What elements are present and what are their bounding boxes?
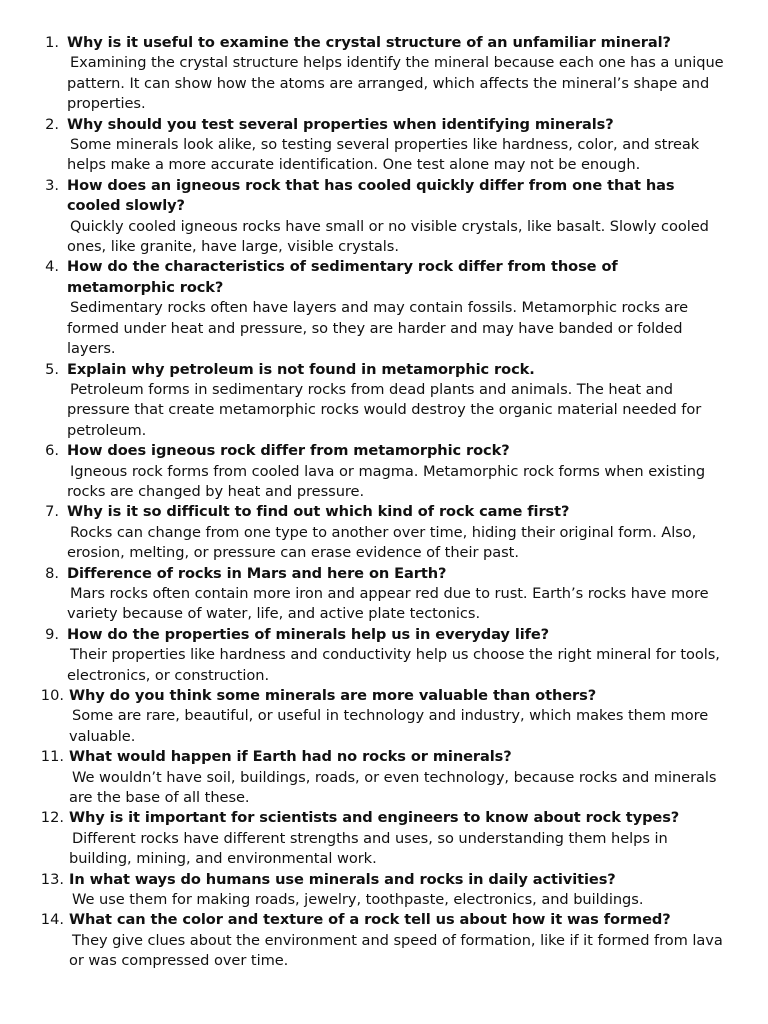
question-text: Why do you think some minerals are more valuable than others?: [69, 687, 597, 704]
answer-text: We use them for making roads, jewelry, toothpaste, electronics, and buildings.: [72, 891, 644, 909]
question-text: How does an igneous rock that has cooled quickly differ from one that has cooled slowly?: [67, 176, 675, 215]
item-number: 4.: [45, 258, 59, 276]
answer-text: Different rocks have different strengths and uses, so understanding them helps in building, mining, and environmental work.: [69, 829, 668, 868]
answer-text: Petroleum forms in sedimentary rocks from dead plants and animals. The heat and pressure that create metamorphic rocks would destroy the organic material needed for petroleum.: [67, 380, 702, 439]
answer-text: Their properties like hardness and conductivity help us choose the right mineral for tools, electronics, or construction.: [67, 646, 720, 684]
item-number: 14.: [40, 911, 64, 929]
question-text: What can the color and texture of a rock tell us about how it was formed?: [69, 911, 671, 929]
answer-text: Examining the crystal structure helps identify the mineral because each one has a unique pattern. It can show how the atoms are arranged, which affects the mineral’s shape and properties.: [67, 54, 724, 113]
list-item: [0, 808, 768, 869]
item-number: 8.: [45, 564, 59, 582]
list-item: [0, 115, 768, 176]
question-text: What would happen if Earth had no rocks or minerals?: [69, 748, 512, 766]
item-number: 13.: [40, 870, 64, 888]
list-item: [0, 910, 768, 971]
item-number: 11.: [40, 748, 64, 766]
answer-text: Some minerals look alike, so testing several properties like hardness, color, and streak helps make a more accurate identification. One test alone may not be enough.: [67, 136, 700, 174]
list-item: [0, 686, 768, 747]
question-text: How do the characteristics of sedimentary rock differ from those of metamorphic rock?: [67, 258, 618, 296]
item-number: 12.: [40, 809, 64, 827]
question-text: Why should you test several properties when identifying minerals?: [67, 115, 614, 133]
list-item: [0, 176, 768, 258]
question-text: Why is it useful to examine the crystal structure of an unfamiliar mineral?: [67, 34, 671, 51]
answer-text: Quickly cooled igneous rocks have small or no visible crystals, like basalt. Slowly cooled ones, like granite, have large, visible crystals.: [67, 217, 709, 256]
item-number: 3.: [45, 176, 59, 194]
list-item: [0, 747, 768, 808]
item-number: 1.: [45, 34, 59, 51]
list-item: [0, 33, 768, 115]
item-number: 7.: [45, 503, 59, 521]
answer-text: Some are rare, beautiful, or useful in technology and industry, which makes them more valuable.: [69, 707, 709, 745]
item-number: 10.: [40, 687, 64, 704]
list-item: [0, 257, 768, 359]
list-item: [0, 870, 768, 911]
list-item: [0, 441, 768, 502]
list-item: [0, 625, 768, 686]
answer-text: Mars rocks often contain more iron and appear red due to rust. Earth’s rocks have more variety because of water, life, and active plate tectonics.: [67, 584, 709, 623]
list-item: [0, 360, 768, 442]
item-number: 9.: [45, 625, 59, 643]
question-text: Why is it so difficult to find out which kind of rock came first?: [67, 503, 570, 521]
answer-text: Rocks can change from one type to another over time, hiding their original form. Also, erosion, melting, or pressure can erase evidence of their past.: [67, 523, 697, 562]
answer-text: They give clues about the environment and speed of formation, like if it formed from lava or was compressed over time.: [69, 931, 723, 970]
question-text: How does igneous rock differ from metamorphic rock?: [67, 442, 510, 460]
question-text: In what ways do humans use minerals and rocks in daily activities?: [69, 870, 616, 888]
list-item: [0, 564, 768, 625]
question-text: Explain why petroleum is not found in metamorphic rock.: [67, 360, 535, 378]
question-text: Why is it important for scientists and engineers to know about rock types?: [69, 809, 680, 827]
question-text: Difference of rocks in Mars and here on Earth?: [67, 564, 447, 582]
answer-text: We wouldn’t have soil, buildings, roads, or even technology, because rocks and minerals are the base of all these.: [69, 768, 717, 807]
list-item: [0, 502, 768, 563]
item-number: 5.: [45, 360, 59, 378]
item-number: 6.: [45, 442, 59, 460]
answer-text: Sedimentary rocks often have layers and may contain fossils. Metamorphic rocks are formed under heat and pressure, so they are harder and may have banded or folded layers.: [67, 299, 689, 358]
question-text: How do the properties of minerals help us in everyday life?: [67, 625, 550, 643]
answer-text: Igneous rock forms from cooled lava or magma. Metamorphic rock forms when existing rocks are changed by heat and pressure.: [67, 462, 706, 500]
question-answer-list: [0, 33, 768, 972]
item-number: 2.: [45, 115, 59, 133]
